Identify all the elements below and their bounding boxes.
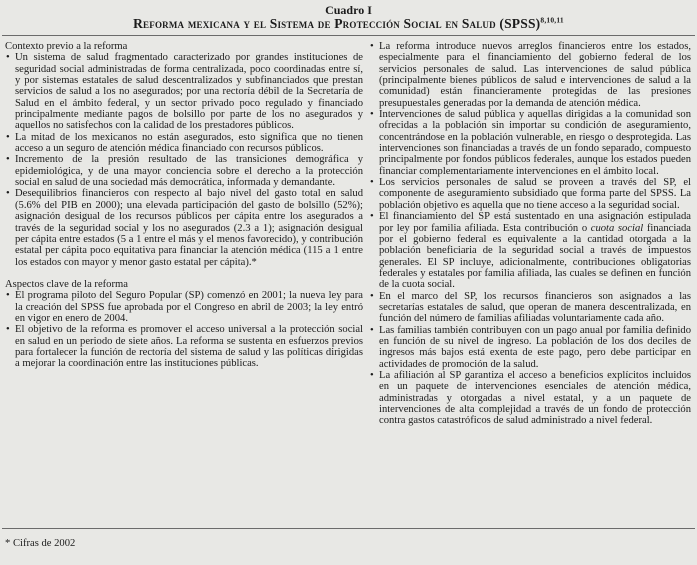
table-label: Cuadro I [325, 3, 372, 17]
left-column [5, 41, 363, 427]
table-title-text: Reforma mexicana y el Sistema de Protección Social en Salud (SPSS) [133, 16, 541, 31]
right-column [369, 41, 691, 427]
section-title-context: Contexto previo a la reforma [5, 41, 128, 52]
table-title [0, 17, 697, 31]
reform-details-list [369, 41, 691, 427]
financing-text-end: financiada por el gobierno federal es equivalente a la cantidad otorgada a la población beneficiaria de la seguridad social a través de impuestos generales. El SP incluye, adicionalmente, contribuciones obligatorias federales y estatales por familia afiliada, las cuales se definen en función de la cuota social. [379, 222, 691, 291]
list-item: • La reforma introduce nuevos arreglos financieros entre los estados, especialmente para el financiamiento del gobierno federal de los servicios personales de salud. Las intervenciones de salud pública (principalmente bienes públicos de salud e intervenciones de salud a la comunidad) están financieramente protegidas de las presiones presupuestales generadas por la demanda de atención médica. [369, 41, 691, 109]
reference-superscript: 8,10,11 [540, 15, 564, 25]
list-item: • El programa piloto del Seguro Popular (SP) comenzó en 2001; la nueva ley para la creación del SPSS fue aprobada por el Congreso en abril de 2003; la ley entró en vigor en enero de 2004. [5, 290, 363, 324]
context-list [5, 52, 363, 268]
list-item: • El objetivo de la reforma es promover el acceso universal a la protección social en salud en un periodo de siete años. La reforma se sustenta en esfuerzos previos para fortalecer la función de rectoría del sistema de salud y las políticas dirigidas a mejorar la coordinación entre las instituciones públicas. [5, 324, 363, 369]
list-item: • Desequilibrios financieros con respecto al bajo nivel del gasto total en salud (5.6% del PIB en 2000); una elevada participación del gasto de bolsillo (52%); asignación desigual de los recursos públicos per cápita entre los asegurados a través de la seguridad social y los no asegurados (2.3 a 1); asignación desigual per cápita entre estados (5 a 1 entre el más y el menos favorecido), y contribución estatal per cápita poco equitativa para financiar la atención médica (115 a 1 entre los estados con mayor y menor gasto estatal per cápita).* [5, 188, 363, 267]
list-item: • Los servicios personales de salud se proveen a través del SP, el componente de aseguramiento subsidiado que forma parte del SPSS. La población objetivo es aquella que no tiene acceso a la seguridad social. [369, 177, 691, 211]
table-caption [0, 0, 697, 31]
list-item: • Las familias también contribuyen con un pago anual por familia definido en función de su nivel de ingreso. La población de los dos deciles de ingresos más bajos está exenta de este pago, pero debe participar en actividades de promoción de la salud. [369, 325, 691, 370]
list-item: • Incremento de la presión resultado de las transiciones demográfica y epidemiológica, y de una mayor conciencia sobre el derecho a la protección social en salud de una sociedad más democrática, informada y demandante. [5, 154, 363, 188]
financing-text-start: El financiamiento del SP está sustentado en una asignación estipulada por ley por familia afiliada. Esta contribución o [379, 211, 691, 234]
list-item: • En el marco del SP, los recursos financieros son asignados a las secretarías estatales de salud, que operan de manera descentralizada, en función del número de familias afiliadas voluntariamente cada año. [369, 291, 691, 325]
table-body [5, 41, 691, 427]
financing-italic-term: cuota social [590, 222, 644, 234]
list-item: • La afiliación al SP garantiza el acceso a beneficios explícitos incluidos en un paquete de intervenciones esenciales de atención médica, administradas y otorgadas a nivel estatal, y a un paquete de intervenciones de alta complejidad a través de un fondo de protección contra gastos catastróficos de salud administrado a nivel federal. [369, 370, 691, 427]
list-item: • La mitad de los mexicanos no están asegurados, esto significa que no tienen acceso a un seguro de atención médica financiado con recursos públicos. [5, 132, 363, 155]
list-item-financing [369, 211, 691, 290]
bottom-rule [2, 528, 695, 529]
key-aspects-list [5, 290, 363, 369]
section-title-key-aspects: Aspectos clave de la reforma [5, 278, 128, 290]
list-item: • Intervenciones de salud pública y aquellas dirigidas a la comunidad son ofrecidas a la población sin importar su condición de aseguramiento, concentrándose en la población vulnerable, en riesgo o desprotegida. Las intervenciones son financiadas a través de un fondo separado, compuesto principalmente por fondos públicos federales, aunque los estados pueden financiar complementariamente intervenciones en el ámbito local. [369, 109, 691, 177]
footnote: * Cifras de 2002 [5, 538, 76, 549]
top-rule [2, 35, 695, 36]
list-item: • Un sistema de salud fragmentado caracterizado por grandes instituciones de seguridad social administradas de forma centralizada, poco coordinadas entre sí, y por sistemas estatales de salud descentralizados y subfinanciados que prestan servicios de salud a los no asegurados; por una rectoría débil de la Secretaría de Salud en el ámbito federal, y un sector privado poco regulado y financiado principalmente mediante pagos de bolsillo por parte de los no asegurados y aquellos no satisfechos con la calidad de los prestadores públicos. [5, 52, 363, 131]
